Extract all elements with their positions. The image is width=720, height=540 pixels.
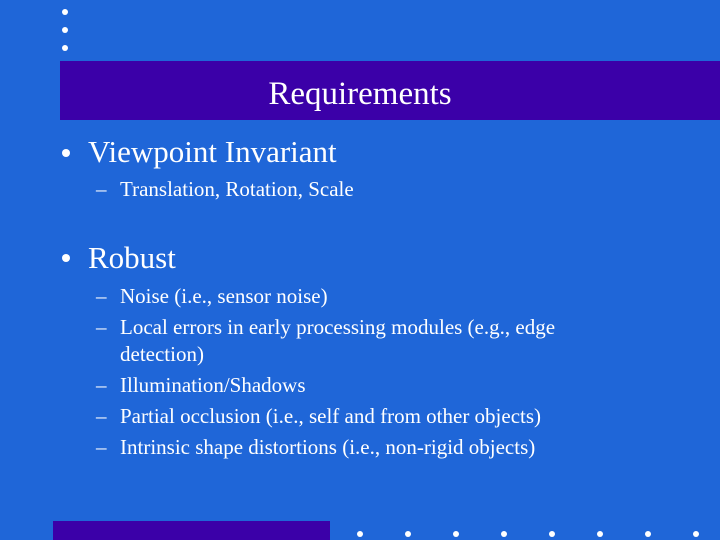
dash-icon: – xyxy=(96,435,107,459)
decorative-dot xyxy=(597,531,603,537)
decorative-dot xyxy=(62,9,68,15)
decorative-dot xyxy=(693,531,699,537)
decorative-dot xyxy=(62,27,68,33)
bullet-viewpoint-invariant: Viewpoint Invariant xyxy=(88,134,337,169)
bottom-bar xyxy=(53,521,330,540)
subbullet-partial-occlusion: Partial occlusion (i.e., self and from other objects) xyxy=(120,404,542,428)
dash-icon: – xyxy=(96,373,107,397)
subbullet-illumination-shadows: Illumination/Shadows xyxy=(120,373,306,397)
dash-icon: – xyxy=(96,177,107,201)
bullet-robust: Robust xyxy=(88,240,176,275)
decorative-dot xyxy=(453,531,459,537)
bullet-icon xyxy=(62,254,70,262)
dash-icon: – xyxy=(96,404,107,428)
dash-icon: – xyxy=(96,315,107,339)
decorative-dot xyxy=(357,531,363,537)
decorative-dot xyxy=(549,531,555,537)
decorative-dot xyxy=(501,531,507,537)
subbullet-noise: Noise (i.e., sensor noise) xyxy=(120,284,328,308)
bullet-icon xyxy=(62,149,70,157)
subbullet-translation-rotation-scale: Translation, Rotation, Scale xyxy=(120,177,354,201)
decorative-dot xyxy=(405,531,411,537)
subbullet-intrinsic-shape-distortions: Intrinsic shape distortions (i.e., non-rigid objects) xyxy=(120,435,536,459)
dash-icon: – xyxy=(96,284,107,308)
subbullet-local-errors: Local errors in early processing modules (e.g., edge xyxy=(120,315,556,339)
decorative-dot xyxy=(62,45,68,51)
slide-title: Requirements xyxy=(268,76,452,112)
decorative-dot xyxy=(645,531,651,537)
subbullet-local-errors-continued: detection) xyxy=(120,342,204,366)
